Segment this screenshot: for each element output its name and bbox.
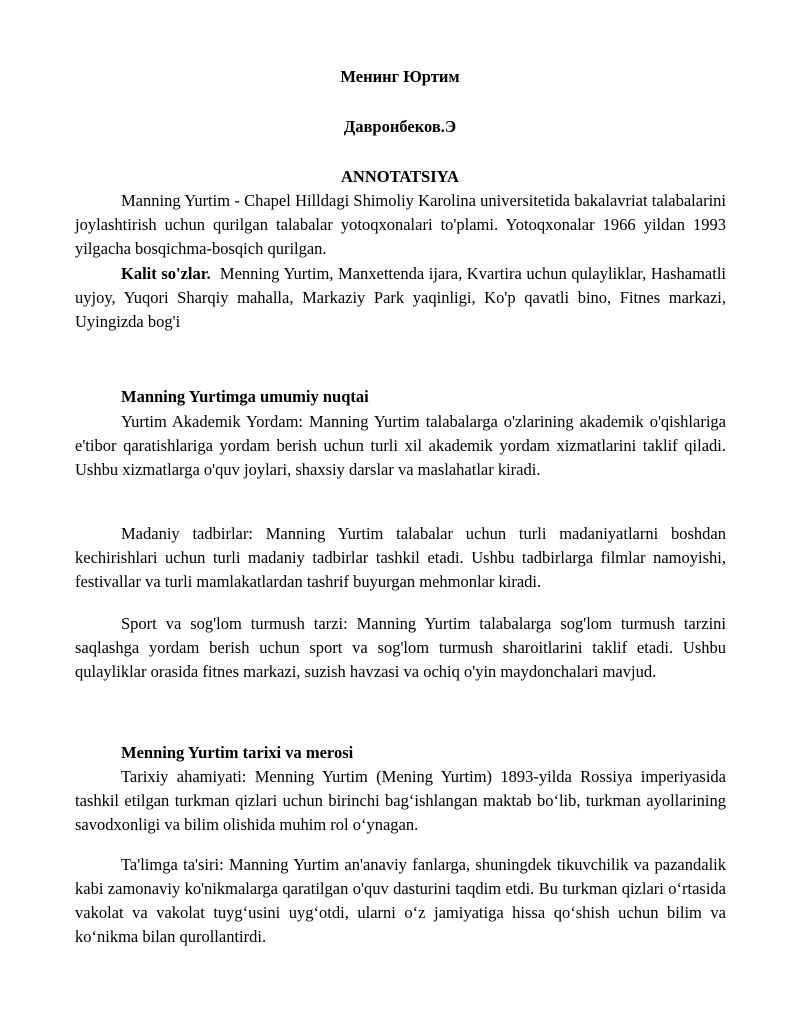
- keywords-text: Menning Yurtim, Manxettenda ijara, Kvartira uchun qulayliklar, Hashamatli uyjoy, Yuqori Sharqiy mahalla, Markaziy Park yaqinligi, Ko'p qavatli bino, Fitnes markazi, Uyingizda bog'i: [75, 264, 726, 331]
- paragraph-education-impact: Ta'limga ta'siri: Manning Yurtim an'anaviy fanlarga, shuningdek tikuvchilik va pazandalik kabi zamonaviy ko'nikmalarga qaratilgan o'quv dasturini taqdim etdi. Bu turkman qizlari o‘rtasida vakolat va vakolat tuyg‘usini uyg‘otdi, ularni o‘z jamiyatiga hissa qo‘shish uchun bilim va ko‘nikma bilan qurollantirdi.: [75, 855, 726, 946]
- keywords-paragraph: [75, 262, 726, 334]
- paragraph-academic-support: Yurtim Akademik Yordam: Manning Yurtim talabalarga o'zlarining akademik o'qishlariga e'tibor qaratishlariga yordam berish uchun turli xil akademik yordam xizmatlarini taklif qiladi. Ushbu xizmatlarga o'quv joylari, shaxsiy darslar va maslahatlar kiradi.: [75, 412, 726, 479]
- paragraph-historical-significance: Tarixiy ahamiyati: Menning Yurtim (Mening Yurtim) 1893-yilda Rossiya imperiyasida tashkil etilgan turkman qizlari uchun birinchi bag‘ishlangan maktab bo‘lib, turkman ayollarining savodxonligi va bilim olishida muhim rol o‘ynagan.: [75, 767, 726, 834]
- paragraph-sport-lifestyle: Sport va sog'lom turmush tarzi: Manning Yurtim talabalarga sog'lom turmush tarzini saqlashga yordam berish uchun sport va sog'lom turmush sharoitlarini taklif etadi. Ushbu qulayliklar orasida fitnes markazi, suzish havzasi va ochiq o'yin maydonchalari mavjud.: [75, 614, 726, 681]
- document-author: Давронбеков.Э: [343, 117, 457, 136]
- section-heading-overview: Manning Yurtimga umumiy nuqtai: [121, 387, 369, 406]
- annotation-paragraph: Manning Yurtim - Chapel Hilldagi Shimoliy Karolina universitetida bakalavriat talabalarini joylashtirish uchun qurilgan talabalar yotoqxonalari to'plami. Yotoqxonalar 1966 yildan 1993 yilgacha bosqichma-bosqich qurilgan.: [75, 191, 726, 258]
- paragraph-cultural-events: Madaniy tadbirlar: Manning Yurtim talabalar uchun turli madaniyatlarni boshdan kechirishlari uchun turli madaniy tadbirlar tashkil etadi. Ushbu tadbirlarga filmlar namoyishi, festivallar va turli mamlakatlardan tashrif buyurgan mehmonlar kiradi.: [75, 524, 726, 591]
- document-title: Менинг Юртим: [340, 67, 460, 86]
- annotation-heading: ANNOTATSIYA: [341, 167, 459, 186]
- section-heading-history: Menning Yurtim tarixi va merosi: [121, 743, 354, 762]
- keywords-label: Kalit so'zlar.: [121, 264, 211, 283]
